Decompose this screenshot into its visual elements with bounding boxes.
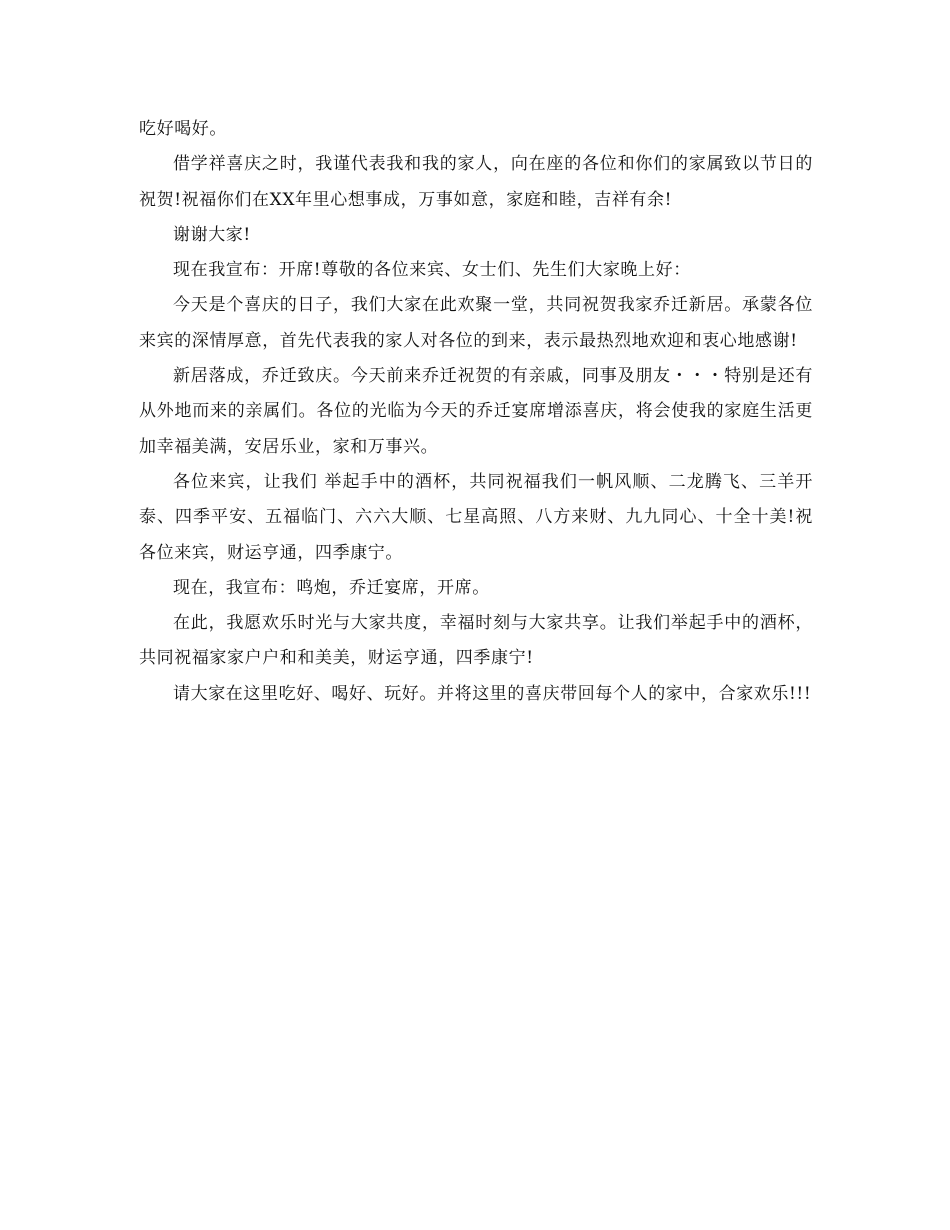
paragraph-share-joy: 在此，我愿欢乐时光与大家共度，幸福时刻与大家共享。让我们举起手中的酒杯，共同祝福家家户户和和美美，财运亨通，四季康宁! <box>139 613 813 669</box>
paragraph-new-home: 新居落成，乔迁致庆。今天前来乔迁祝贺的有亲戚，同事及朋友・・・特别是还有从外地而来的亲属们。各位的光临为今天的乔迁宴席增添喜庆，将会使我的家庭生活更加幸福美满，安居乐业，家和万事兴。 <box>139 366 813 457</box>
paragraph-announcement: 现在我宣布：开席!尊敬的各位来宾、女士们、先生们大家晚上好： <box>173 260 691 281</box>
paragraph-continuation: 吃好喝好。 <box>139 119 227 139</box>
paragraph-closing: 请大家在这里吃好、喝好、玩好。并将这里的喜庆带回每个人的家中，合家欢乐!!! <box>173 683 812 704</box>
paragraph-thanks: 谢谢大家! <box>173 224 251 245</box>
paragraph-toast: 各位来宾，让我们 举起手中的酒杯，共同祝福我们一帆风顺、二龙腾飞、三羊开泰、四季平安、五福临门、六六大顺、七星高照、八方来财、九九同心、十全十美!祝各位来宾，财运亨通，四季康宁。 <box>139 471 813 563</box>
paragraph-open-feast: 现在，我宣布：鸣炮，乔迁宴席，开席。 <box>173 577 490 598</box>
paragraph-blessing: 借学祥喜庆之时，我谨代表我和我的家人，向在座的各位和你们的家属致以节日的祝贺!祝福你们在XX年里心想事成，万事如意，家庭和睦，吉祥有余! <box>139 154 813 210</box>
document-body <box>139 112 813 712</box>
paragraph-welcome: 今天是个喜庆的日子，我们大家在此欢聚一堂，共同祝贺我家乔迁新居。承蒙各位来宾的深情厚意，首先代表我的家人对各位的到来，表示最热烈地欢迎和衷心地感谢! <box>139 295 813 351</box>
